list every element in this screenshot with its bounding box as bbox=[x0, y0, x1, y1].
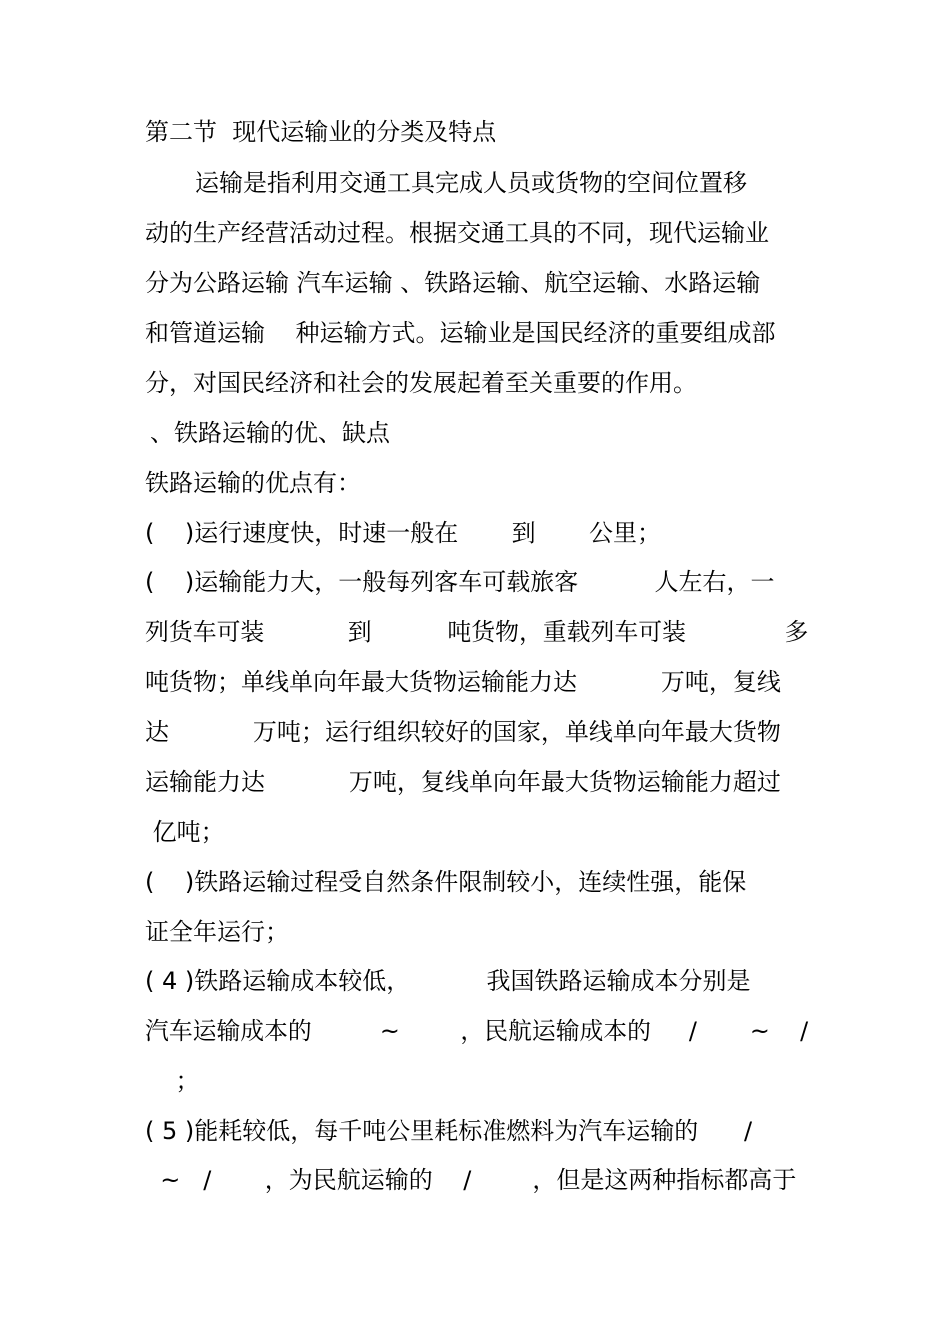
subheading: 、铁路运输的优、缺点 bbox=[150, 419, 390, 447]
intro-line-1: 运输是指利用交通工具完成人员或货物的空间位置移 bbox=[195, 169, 747, 197]
section-title: 第二节 现代运输业的分类及特点 bbox=[145, 118, 497, 146]
item-2-line-6: 亿吨； bbox=[145, 818, 225, 846]
intro-line-4: 和管道运输 种运输方式。运输业是国民经济的重要组成部 bbox=[145, 319, 776, 347]
item-1-line-1: ( )运行速度快，时速一般在 到 公里； bbox=[145, 519, 662, 547]
item-4-line-2: 汽车运输成本的 ~ ，民航运输成本的 / ~ / bbox=[145, 1017, 809, 1045]
intro-line-5: 分，对国民经济和社会的发展起着至关重要的作用。 bbox=[145, 369, 697, 397]
intro-line-3: 分为公路运输 汽车运输 、铁路运输、航空运输、水路运输 bbox=[145, 269, 761, 297]
item-4-line-3: ； bbox=[145, 1067, 200, 1095]
item-5-line-1: ( 5 )能耗较低，每千吨公里耗标准燃料为汽车运输的 / bbox=[145, 1117, 753, 1145]
advantages-lead: 铁路运输的优点有： bbox=[145, 469, 361, 497]
item-2-line-2: 列货车可装 到 吨货物，重载列车可装 多 bbox=[145, 618, 809, 646]
item-2-line-4: 达 万吨；运行组织较好的国家，单线单向年最大货物 bbox=[145, 718, 781, 746]
item-3-line-1: ( )铁路运输过程受自然条件限制较小，连续性强，能保 bbox=[145, 868, 747, 896]
item-2-line-1: ( )运输能力大，一般每列客车可载旅客 人左右，一 bbox=[145, 568, 775, 596]
item-5-line-2: ~ / ，为民航运输的 / ，但是这两种指标都高于 bbox=[145, 1166, 797, 1194]
item-4-line-1: ( 4 )铁路运输成本较低， 我国铁路运输成本分别是 bbox=[145, 967, 751, 995]
intro-line-2: 动的生产经营活动过程。根据交通工具的不同，现代运输业 bbox=[145, 219, 769, 247]
item-2-line-5: 运输能力达 万吨，复线单向年最大货物运输能力超过 bbox=[145, 768, 781, 796]
item-2-line-3: 吨货物；单线单向年最大货物运输能力达 万吨，复线 bbox=[145, 668, 781, 696]
item-3-line-2: 证全年运行； bbox=[145, 918, 289, 946]
